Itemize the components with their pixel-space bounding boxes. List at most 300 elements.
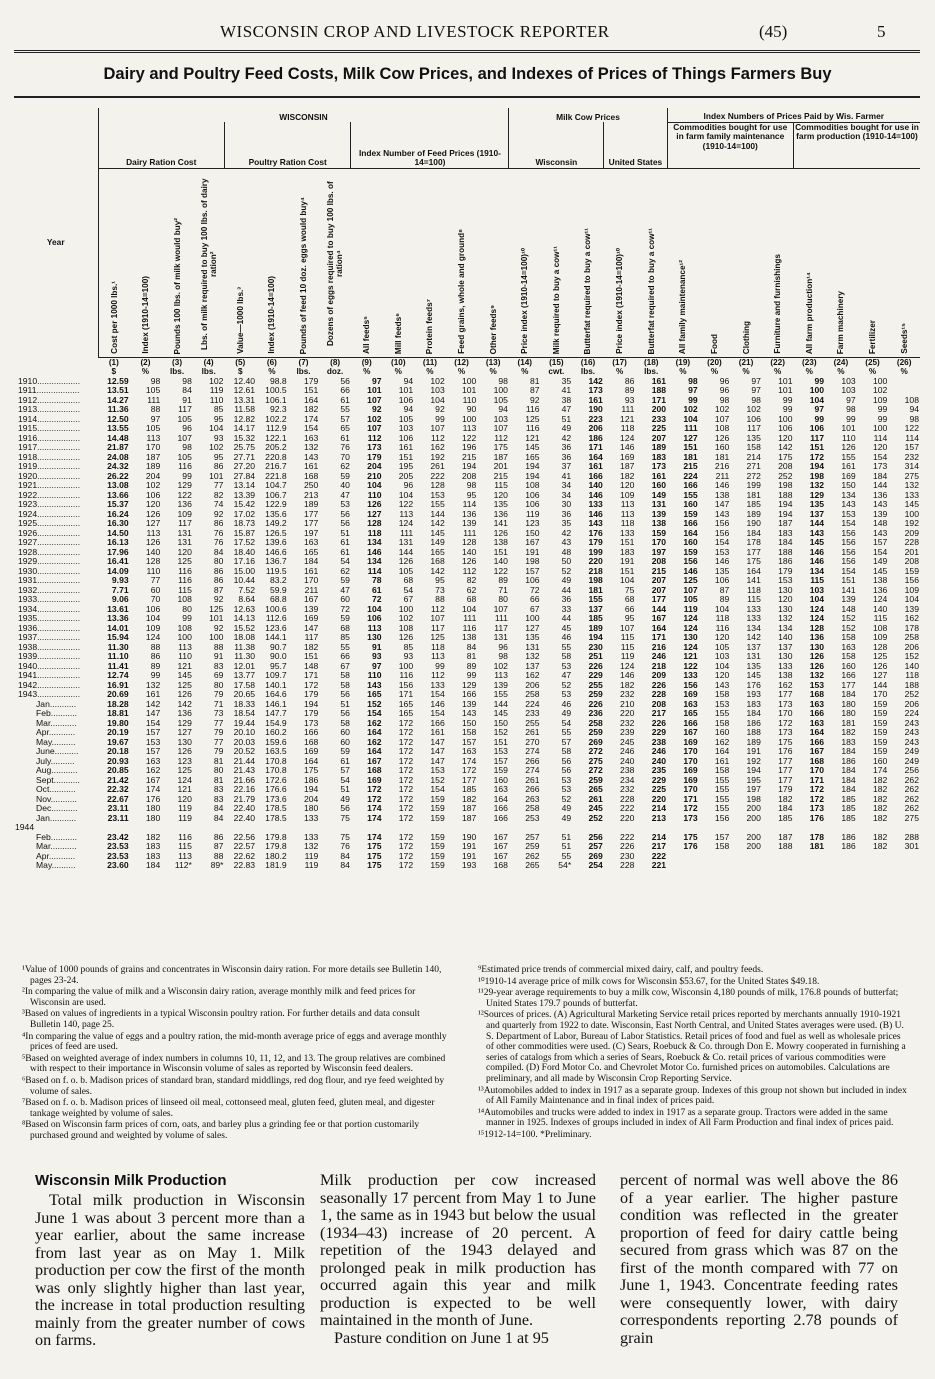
table-cell: 130 <box>683 633 698 642</box>
column-header-label: Value—1000 lbs.³ <box>235 287 245 354</box>
table-cell: 88 <box>435 595 445 604</box>
table-cell: 17.16 <box>233 557 256 566</box>
table-cell: 265 <box>588 785 603 794</box>
footnote: ³Based on values of ingredients in a typical Wisconsin poultry ration. For further details and data consult Bulletin 140, page 25. <box>22 1009 420 1030</box>
table-cell: 171 <box>683 794 698 804</box>
table-cell: 151 <box>493 547 508 557</box>
table-cell: 259 <box>588 775 603 785</box>
table-cell: 116 <box>399 671 414 680</box>
table-cell: 182 <box>778 794 793 804</box>
column-number <box>351 357 383 377</box>
table-cell: 119 <box>683 604 698 614</box>
table-cell: 104 <box>809 395 825 405</box>
table-cell: 251 <box>588 652 603 661</box>
table-cell: 186 <box>746 718 761 728</box>
row-year-label: Aug........... <box>36 766 78 775</box>
table-cell: 159.6 <box>265 737 287 747</box>
table-cell: 112* <box>174 861 192 870</box>
table-row <box>14 861 920 871</box>
table-cell: 16.30 <box>107 519 129 528</box>
table-cell: 157 <box>714 832 730 842</box>
table-cell: 118 <box>747 585 761 595</box>
table-cell: 55 <box>340 405 350 414</box>
table-cell: 57 <box>561 737 572 747</box>
table-cell: 99 <box>182 471 192 481</box>
table-cell: 157 <box>872 538 888 547</box>
table-cell: 116 <box>178 576 192 585</box>
column-number-label: (14) <box>517 357 533 367</box>
table-cell: 195 <box>398 462 414 471</box>
table-cell: 85 <box>403 642 414 652</box>
table-cell: 73 <box>435 585 445 595</box>
footnote: ¹⁵1912-14=100. *Preliminary. <box>478 1129 592 1140</box>
table-cell: 151 <box>683 443 698 452</box>
table-cell: 145 <box>904 500 919 509</box>
table-cell: 166 <box>462 690 477 699</box>
table-cell: 24.08 <box>107 452 129 462</box>
table-cell: 216.7 <box>265 462 287 471</box>
table-cell: 101 <box>398 386 414 395</box>
table-cell: 240 <box>620 756 635 766</box>
column-number <box>509 357 541 377</box>
table-cell: 257 <box>525 832 540 842</box>
table-cell: 182 <box>303 642 319 652</box>
table-cell: 119 <box>620 652 635 661</box>
table-cell: 23.11 <box>107 813 129 823</box>
table-cell: 154 <box>841 566 856 576</box>
table-cell: 228 <box>651 690 667 699</box>
table-cell: 156 <box>841 538 856 547</box>
table-cell: 106 <box>398 433 414 443</box>
table-cell: 102 <box>683 405 698 414</box>
table-cell: 136 <box>177 709 192 718</box>
table-cell: 104 <box>430 395 445 405</box>
column-number <box>825 357 857 377</box>
table-cell: 21.66 <box>233 775 256 785</box>
table-cell: 60 <box>150 585 161 595</box>
unit-label: % <box>900 367 908 376</box>
table-cell: 183 <box>620 547 635 557</box>
row-year-label: July.......... <box>36 756 75 766</box>
table-cell: 134 <box>841 490 856 500</box>
table-cell: 81 <box>213 756 224 766</box>
table-cell: 105 <box>683 595 698 604</box>
table-cell <box>762 852 794 862</box>
table-cell: 139 <box>872 509 888 519</box>
footnote: ⁴In comparing the value of eggs and a poultry ration, the mid-month average price of eggs and average monthly prices of feed are used. <box>22 1031 447 1053</box>
column-number <box>383 357 415 377</box>
table-cell: 102 <box>872 386 888 395</box>
table-cell: 55 <box>340 642 350 652</box>
footnote: ¹⁰1910-14 average price of milk cows for Wisconsin $53.67, for the United States $49.18. <box>478 976 820 987</box>
table-cell: 183 <box>841 737 856 747</box>
table-cell: 259 <box>588 690 603 699</box>
table-cell: 125 <box>683 576 698 585</box>
row-year-label: Apr........... <box>36 851 76 861</box>
table-cell: 113 <box>620 509 635 519</box>
table-cell: 184 <box>778 538 793 547</box>
table-cell: 153 <box>430 490 445 500</box>
table-cell: 115 <box>747 595 761 604</box>
table-cell: 177 <box>303 509 319 519</box>
table-cell: 160.2 <box>265 728 287 737</box>
table-cell: 238 <box>651 737 667 747</box>
table-row <box>14 852 920 862</box>
column-number <box>667 357 699 377</box>
table-cell: 172 <box>398 842 414 851</box>
table-cell: 109 <box>177 509 192 519</box>
table-cell: 127 <box>145 519 161 528</box>
table-cell: 105 <box>398 414 414 424</box>
table-cell: 147 <box>430 747 445 756</box>
table-cell: 56 <box>340 519 350 528</box>
table-cell: 129 <box>177 481 192 490</box>
table-cell: 97 <box>814 405 825 414</box>
publication-title: WISCONSIN CROP AND LIVESTOCK REPORTER <box>220 22 610 41</box>
table-cell: 11.38 <box>234 642 256 652</box>
table-cell: 166 <box>809 737 825 747</box>
table-cell: 100.6 <box>265 604 287 614</box>
table-cell: 101 <box>462 386 477 395</box>
table-row <box>14 804 920 814</box>
table-cell: 54 <box>403 585 414 595</box>
table-cell: 226 <box>588 661 603 671</box>
table-cell: 159 <box>430 813 445 823</box>
table-cell: 113 <box>178 642 192 652</box>
table-cell: 140 <box>493 557 508 566</box>
table-cell: 126 <box>841 443 856 452</box>
table-cell: 193 <box>746 690 761 699</box>
table-cell: 146.1 <box>265 699 287 709</box>
table-cell: 156 <box>714 813 730 823</box>
column-number-label: (15) <box>549 357 564 367</box>
table-cell: 172.6 <box>265 775 287 785</box>
row-year-label: 1915.................. <box>18 424 81 433</box>
table-cell: 156 <box>841 557 856 566</box>
table-cell: 144 <box>398 547 414 557</box>
table-cell: 68 <box>466 595 477 604</box>
table-cell: 159 <box>683 509 698 519</box>
table-cell: 160 <box>683 500 698 509</box>
table-cell: 83 <box>213 661 224 671</box>
table-cell: 36 <box>561 509 572 519</box>
table-cell: 81 <box>530 376 540 386</box>
column-header <box>699 168 731 357</box>
row-year-label: 1919.................. <box>18 462 81 471</box>
table-cell: 99 <box>782 405 793 414</box>
table-cell: 75 <box>624 585 635 595</box>
table-cell: 170 <box>683 785 698 794</box>
table-cell: 134 <box>367 557 382 566</box>
table-cell: 206 <box>525 680 540 690</box>
table-cell: 185 <box>841 794 856 804</box>
row-year-label: 1936.................. <box>18 623 81 633</box>
unit-label: lbs. <box>296 367 311 376</box>
table-cell: 100 <box>462 414 477 424</box>
table-cell: 151 <box>303 652 319 661</box>
table-cell: 107 <box>493 424 508 433</box>
table-row <box>14 795 920 805</box>
table-cell: 223 <box>588 414 603 424</box>
table-cell: 125 <box>209 604 224 614</box>
table-cell: 209 <box>651 671 667 680</box>
table-cell: 21.87 <box>107 443 129 452</box>
table-cell: 182 <box>620 680 635 690</box>
column-header-label: Clothing <box>741 320 751 354</box>
table-cell: 253 <box>525 813 540 823</box>
table-cell: 159 <box>493 766 508 775</box>
table-row <box>14 567 920 577</box>
table-cell: 243 <box>904 737 919 747</box>
table-cell: 139 <box>904 604 919 614</box>
table-cell: 174 <box>367 832 382 842</box>
table-cell: 87 <box>719 585 730 595</box>
table-cell: 230 <box>588 642 603 652</box>
table-cell: 102 <box>430 376 445 386</box>
table-cell: 99 <box>877 414 888 424</box>
table-cell: 185 <box>841 804 856 813</box>
column-header-label: Seeds¹⁵ <box>899 323 909 354</box>
table-cell: 192 <box>746 756 761 766</box>
table-cell: 148 <box>872 519 888 528</box>
table-cell: 149 <box>651 490 667 500</box>
table-cell: 169 <box>683 737 698 747</box>
table-cell: 194 <box>525 462 540 471</box>
table-cell: 79 <box>213 728 224 737</box>
table-cell: 93 <box>624 395 635 405</box>
table-cell: 184 <box>841 747 856 756</box>
table-cell: 274 <box>525 747 540 756</box>
table-cell: 126 <box>177 747 192 756</box>
column-number <box>161 357 193 377</box>
table-cell: 115 <box>178 842 192 851</box>
table-cell: 121 <box>620 414 635 424</box>
table-cell: 100 <box>462 376 477 386</box>
table-cell: 14.27 <box>107 395 129 405</box>
table-cell: 163 <box>809 718 825 728</box>
table-cell: 137 <box>809 509 825 519</box>
table-cell: 102 <box>714 405 730 414</box>
table-cell: 124 <box>177 775 192 785</box>
table-cell: 207 <box>651 576 667 585</box>
table-cell: 134 <box>746 623 761 633</box>
table-cell: 175 <box>367 842 382 851</box>
table-cell: 96 <box>182 424 192 433</box>
column-number <box>730 357 762 377</box>
table-cell: 163 <box>303 538 319 547</box>
table-cell: 226 <box>620 842 635 851</box>
table-row <box>14 595 920 605</box>
table-cell: 67 <box>340 661 350 671</box>
unit-label: % <box>868 367 877 376</box>
table-cell: 52 <box>561 566 572 576</box>
table-cell: 159 <box>430 851 445 861</box>
table-cell: 163 <box>493 785 508 794</box>
table-cell: 159 <box>430 832 445 842</box>
table-cell: 47 <box>561 405 572 414</box>
table-cell: 86 <box>624 376 635 386</box>
article-column-1 <box>35 1192 305 1350</box>
table-cell: 21.79 <box>233 794 256 804</box>
table-cell: 190 <box>588 405 603 414</box>
row-year-label: 1914.................. <box>18 414 81 424</box>
table-cell: 222 <box>651 851 667 861</box>
table-cell: 221.8 <box>265 471 287 481</box>
table-cell: 104.7 <box>265 481 287 490</box>
table-cell: 187 <box>145 452 161 462</box>
table-cell: 97 <box>846 395 856 405</box>
table-cell: 103 <box>398 424 414 433</box>
table-cell: 54 <box>340 775 350 785</box>
table-cell: 18.40 <box>233 547 256 557</box>
table-cell: 139 <box>303 604 319 614</box>
table-cell: 71 <box>213 699 224 709</box>
article-paragraph: Pasture condition on June 1 at 95 <box>334 1328 549 1347</box>
table-cell: 198 <box>809 471 825 481</box>
table-cell: 182 <box>872 842 888 851</box>
table-cell: 172 <box>462 766 477 775</box>
table-cell: 172 <box>367 785 382 794</box>
table-cell: 85 <box>213 405 224 414</box>
table-cell: 155 <box>714 775 730 785</box>
table-cell: 138 <box>651 519 667 528</box>
column-header <box>130 168 162 357</box>
table-cell: 128 <box>462 538 477 547</box>
table-cell: 151 <box>841 576 856 585</box>
table-cell: 186 <box>841 842 856 851</box>
table-cell: 103 <box>493 414 508 424</box>
table-cell: 191 <box>525 547 540 557</box>
table-cell: 127 <box>525 623 540 633</box>
table-cell: 136 <box>809 633 825 642</box>
table-cell: 128 <box>367 519 382 528</box>
column-header <box>667 168 699 357</box>
index-group-header: Index Numbers of Prices Paid by Wis. Farmer <box>667 108 920 122</box>
table-cell: 114 <box>905 433 919 443</box>
table-cell: 86 <box>150 652 161 661</box>
table-cell: 146 <box>430 699 445 709</box>
table-cell: 117 <box>178 519 192 528</box>
table-cell: 110 <box>842 433 856 443</box>
table-cell: 177 <box>462 775 477 785</box>
table-cell: 106 <box>367 614 382 623</box>
table-cell: 121 <box>683 652 698 661</box>
table-cell: 36 <box>561 595 572 604</box>
table-cell: 195 <box>746 775 761 785</box>
table-cell: 98 <box>150 376 161 386</box>
table-cell: 162 <box>367 737 382 747</box>
row-year-label: Sept........... <box>36 775 80 785</box>
table-cell: 100 <box>525 614 540 623</box>
table-cell: 167 <box>809 747 825 756</box>
table-cell: 104 <box>367 481 382 490</box>
table-cell: 164 <box>367 747 382 756</box>
table-cell: 147.7 <box>265 709 287 718</box>
table-cell: 109 <box>872 633 888 642</box>
table-cell: 135 <box>746 661 761 671</box>
table-cell: 207 <box>651 433 667 443</box>
table-cell: 107 <box>620 623 635 633</box>
table-cell: 155 <box>683 490 698 500</box>
table-cell: 173.6 <box>265 794 287 804</box>
table-cell: 262 <box>904 785 919 794</box>
table-cell: 120 <box>714 671 730 680</box>
column-header-label: Pounds 100 lbs. of milk would buy² <box>172 217 182 354</box>
row-year-label: 1940.................. <box>18 661 81 671</box>
table-cell: 164 <box>746 566 761 576</box>
table-cell: 86 <box>213 832 224 842</box>
table-cell: 84 <box>340 851 350 861</box>
wisconsin-group-header: WISCONSIN <box>98 108 509 122</box>
table-cell: 99 <box>814 414 825 424</box>
table-cell: 135 <box>714 566 730 576</box>
row-year-label: 1911.................. <box>18 386 80 395</box>
table-cell: 214 <box>651 832 667 842</box>
table-cell: 115 <box>494 481 508 490</box>
table-cell: 266 <box>525 756 540 766</box>
table-cell: 191 <box>746 747 761 756</box>
table-cell: 119 <box>209 386 224 395</box>
table-cell: 99 <box>688 395 698 405</box>
table-cell: 145 <box>746 671 761 680</box>
table-cell: 158 <box>714 718 730 728</box>
table-cell: 103 <box>841 386 856 395</box>
table-row <box>14 405 920 415</box>
table-cell: 166 <box>493 804 508 813</box>
table-cell: 116 <box>178 566 192 576</box>
table-cell: 158 <box>714 690 730 699</box>
table-cell: 158 <box>841 633 856 642</box>
table-cell: 92.3 <box>269 405 287 414</box>
row-year-label: 1913.................. <box>18 405 81 414</box>
table-cell: 18.08 <box>233 633 256 642</box>
table-cell: 208 <box>462 471 477 481</box>
table-cell: 86 <box>213 576 224 585</box>
table-cell: 165 <box>398 699 414 709</box>
table-cell: 97 <box>371 376 382 386</box>
table-cell: 163 <box>145 756 161 766</box>
table-cell: 118 <box>620 519 635 528</box>
table-row <box>14 491 920 501</box>
table-cell: 95 <box>624 614 635 623</box>
table-cell: 112 <box>431 671 445 680</box>
table-cell: 66 <box>340 652 350 661</box>
column-header-label: Farm machinery <box>836 290 846 354</box>
table-cell: 102 <box>367 414 382 424</box>
table-cell: 154 <box>430 690 445 699</box>
table-cell: 157 <box>145 747 161 756</box>
table-cell: 14.17 <box>233 424 256 433</box>
table-row <box>14 472 920 482</box>
table-cell: 269 <box>588 851 603 861</box>
row-year-label: 1922.................. <box>18 490 81 500</box>
table-cell: 172 <box>398 718 414 728</box>
table-cell: 20.85 <box>107 766 129 775</box>
table-cell: 172 <box>398 832 414 842</box>
table-cell: 113 <box>431 652 445 661</box>
table-cell: 107 <box>430 424 445 433</box>
table-cell: 14.13 <box>233 614 256 623</box>
table-cell: 53 <box>340 500 350 509</box>
table-cell: 105 <box>398 566 414 576</box>
table-cell: 146 <box>588 490 603 500</box>
table-cell: 197 <box>651 547 667 557</box>
table-cell: 103 <box>809 585 825 595</box>
table-cell: 145 <box>493 709 508 718</box>
table-cell: 164 <box>493 794 508 804</box>
table-cell: 261 <box>588 794 603 804</box>
table-cell: 179 <box>303 376 319 386</box>
